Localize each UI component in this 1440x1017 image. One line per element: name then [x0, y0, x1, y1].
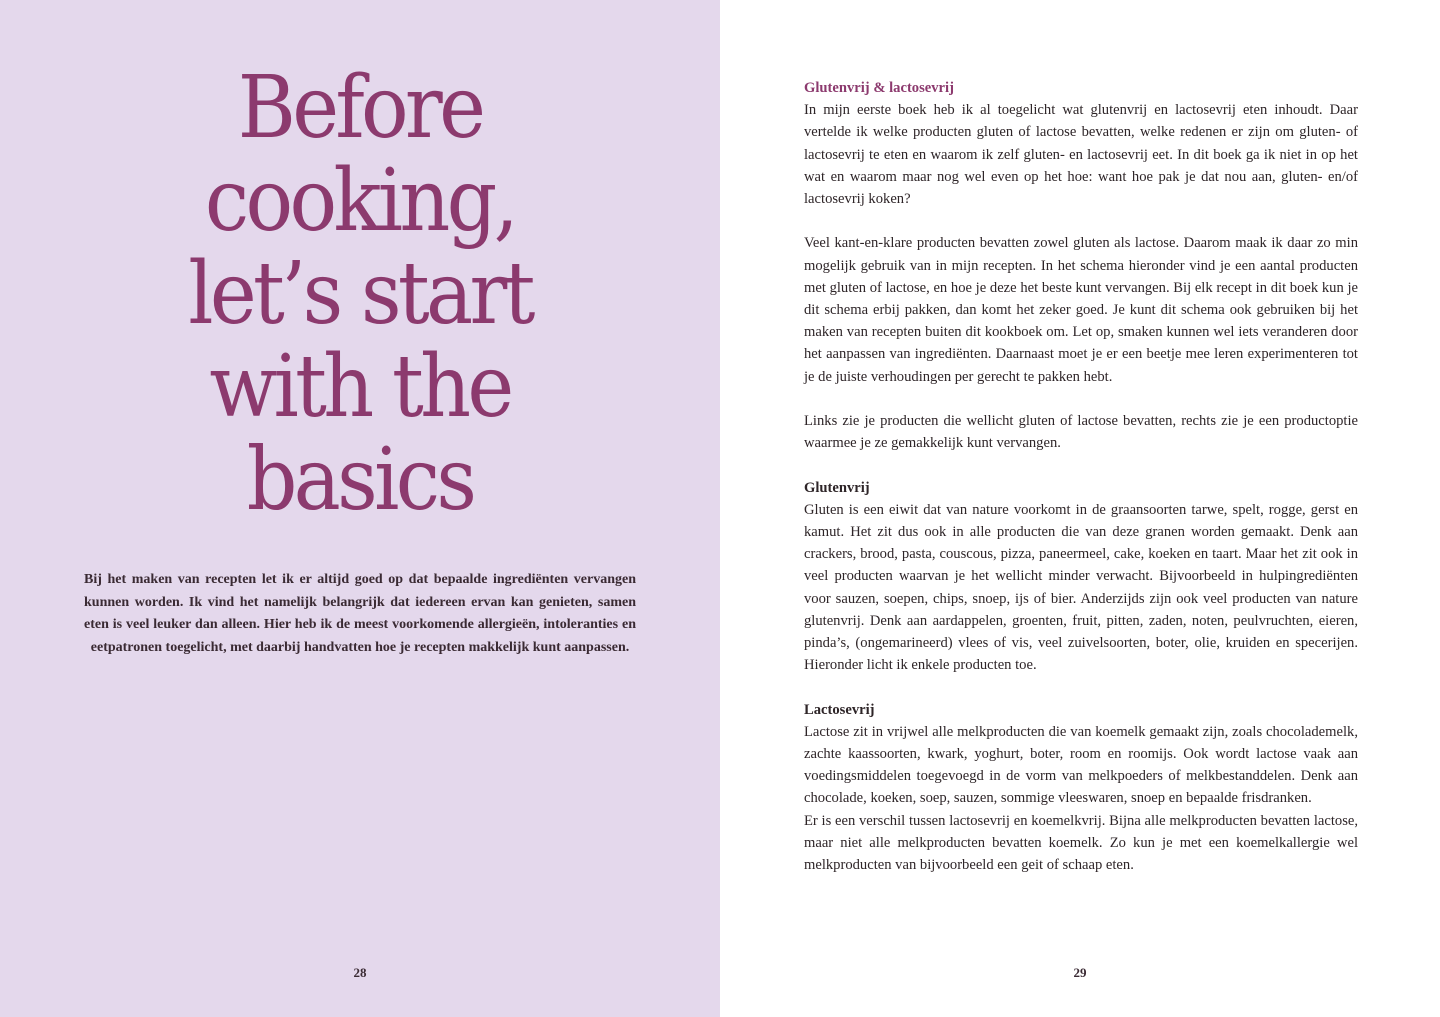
- lactose-heading: Lactosevrij: [804, 701, 875, 718]
- right-page: [720, 0, 1440, 1017]
- page-number-right: 29: [1073, 965, 1087, 980]
- title-line-2: cooking,: [204, 151, 516, 251]
- title-line-5: basics: [246, 430, 474, 530]
- title-line-4: with the: [209, 337, 511, 437]
- body-column: [804, 77, 1358, 876]
- paragraph-spacer: [804, 676, 1358, 698]
- paragraph-spacer: [804, 210, 1358, 232]
- chapter-title: [158, 58, 563, 530]
- lactose-paragraph: Lactose zit in vrijwel alle melkproducten die van koemelk gemaakt zijn, zoals chocolademelk, zachte kaassoorten, kwark, yoghurt, boter, room en roomijs. Ook wordt lactose vaak aan voedingsmiddelen toegevoegd in de vorm van melkpoeders of melkbestanddelen. Denk aan chocolade, koeken, soep, sauzen, sommige vleeswaren, snoep en bepaalde frisdranken.: [804, 723, 1358, 807]
- page-number-left: 28: [353, 965, 367, 980]
- lactose-difference-paragraph: Er is een verschil tussen lactosevrij en koemelkvrij. Bijna alle melkproducten bevatten lactose, maar niet alle melkproducten bevatten koemelk. Zo kun je met een koemelkallergie wel melkproducten van bijvoorbeeld een geit of schaap eten.: [804, 812, 1358, 874]
- title-line-3: let’s start: [188, 244, 532, 344]
- paragraph-spacer: [804, 454, 1358, 476]
- section-heading: Glutenvrij & lactosevrij: [804, 80, 954, 96]
- intro-paragraph: Bij het maken van recepten let ik er altijd goed op dat bepaalde ingrediënten vervangen kunnen worden. Ik vind het namelijk belangrijk dat iedereen ervan kan genieten, samen eten is veel leuker dan alleen. Hier heb ik de meest voorkomende allergieën, intoleranties en eetpatronen toegelicht, met daarbij handvatten hoe je recepten makkelijk kunt aanpassen.: [84, 572, 636, 655]
- paragraph-spacer: [804, 388, 1358, 410]
- paragraph-schema-note: Links zie je producten die wellicht gluten of lactose bevatten, rechts zie je een productoptie waarmee je ze gemakkelijk kunt vervangen.: [804, 413, 1358, 452]
- title-line-1: Before: [237, 58, 483, 158]
- paragraph-products: Veel kant-en-klare producten bevatten zowel gluten als lactose. Daarom maak ik daar zo min mogelijk gebruik van in mijn recepten. In het schema hieronder vind je een aantal producten met gluten of lactose, en hoe je deze het beste kunt vervangen. Bij elk recept in dit boek kun je dit schema erbij pakken, dan komt het zeker goed. Je kunt dit schema ook gebruiken bij het maken van recepten buiten dit kookboek om. Let op, smaken kunnen wel iets veranderen door het aanpassen van ingrediënten. Daarnaast moet je er een beetje mee leren experimenteren tot je de juiste verhoudingen per gerecht te pakken hebt.: [804, 235, 1358, 385]
- gluten-heading: Glutenvrij: [804, 479, 870, 496]
- paragraph-intro: In mijn eerste boek heb ik al toegelicht wat glutenvrij en lactosevrij eten inhoudt. Daar vertelde ik welke producten gluten of lactose bevatten, welke redenen er zijn om gluten- of lactosevrij te eten en waarom ik zelf gluten- en lactosevrij eet. In dit boek ga ik niet in op het wat en waarom maar nog wel even op het hoe: want hoe pak je dat nou aan, gluten- en/of lactosevrij koken?: [804, 102, 1358, 208]
- gluten-paragraph: Gluten is een eiwit dat van nature voorkomt in de graansoorten tarwe, spelt, rogge, gerst en kamut. Het zit dus ook in alle producten die van deze granen worden gemaakt. Denk aan crackers, brood, pasta, couscous, pizza, paneermeel, cake, koeken en taart. Maar het zit ook in veel producten waarvan je het wellicht minder verwacht. Bijvoorbeeld in hulpingrediënten voor sauzen, soepen, chips, snoep, ijs of bier. Anderzijds zijn ook veel producten van nature glutenvrij. Denk aan aardappelen, groenten, fruit, pitten, zaden, noten, peulvruchten, eieren, pinda’s, (ongemarineerd) vlees of vis, veel zuivelsoorten, boter, olie, kruiden en specerijen. Hieronder licht ik enkele producten toe.: [804, 501, 1358, 674]
